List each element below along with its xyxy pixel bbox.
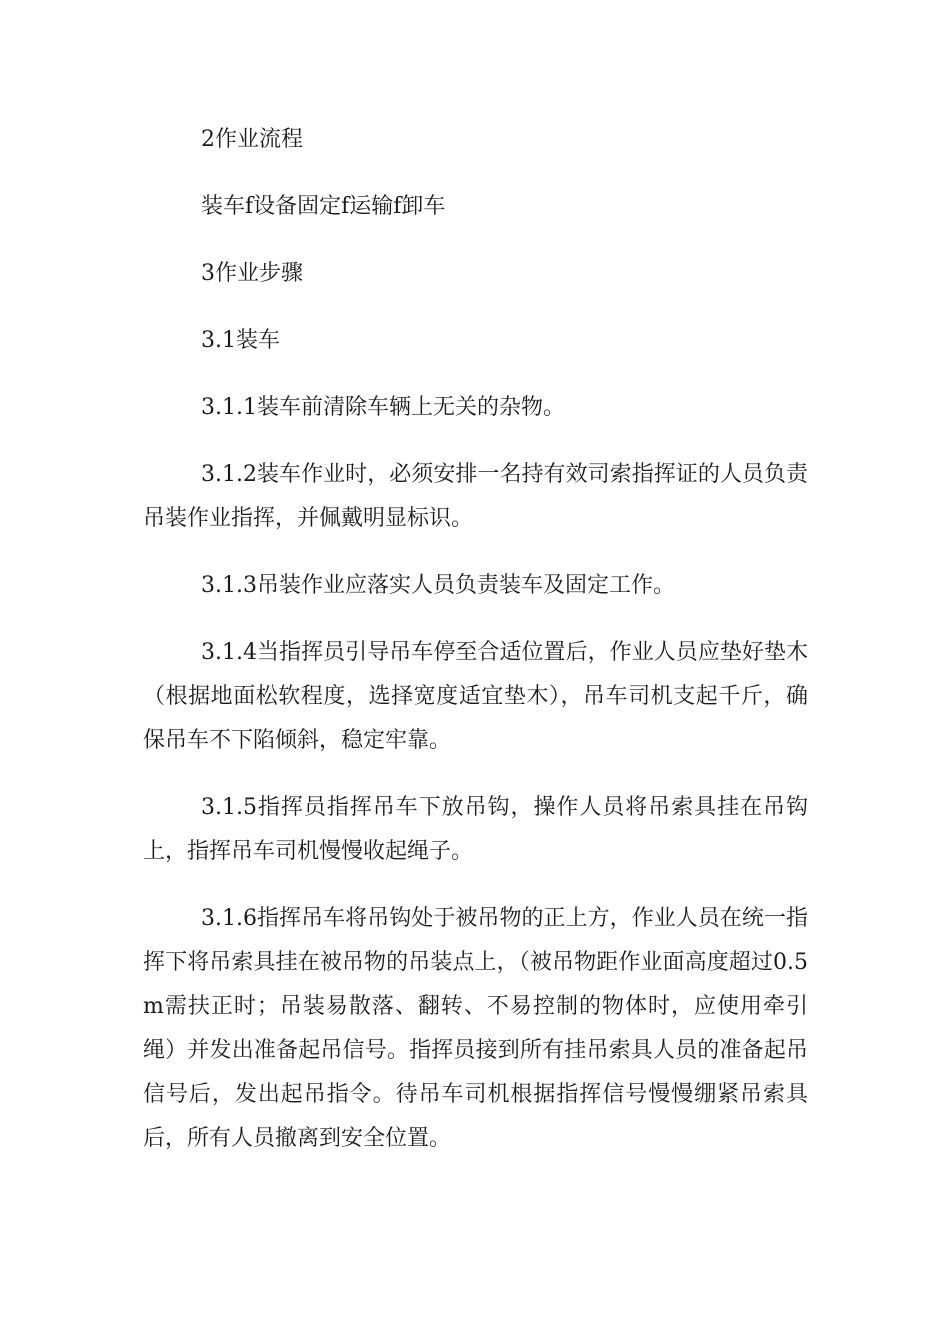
heading-work-flow: 2作业流程 — [201, 127, 303, 152]
step-3-1-4: 3.1.4当指挥员引导吊车停至合适位置后，作业人员应垫好垫木（根据地面松软程度，选择宽度适宜垫木），吊车司机支起千斤，确保吊车不下陷倾斜，稳定牢靠。 — [143, 640, 808, 753]
step-3-1-3: 3.1.3吊装作业应落实人员负责装车及固定工作。 — [201, 573, 675, 598]
step-3-1-2: 3.1.2装车作业时，必须安排一名持有效司索指挥证的人员负责吊装作业指挥，并佩戴明显标识。 — [143, 462, 808, 531]
flow-sequence: 装车f设备固定f运输f卸车 — [201, 194, 446, 219]
heading-loading: 3.1装车 — [201, 328, 280, 353]
step-3-1-1: 3.1.1装车前清除车辆上无关的杂物。 — [201, 395, 565, 420]
heading-work-steps: 3作业步骤 — [201, 261, 303, 286]
document-body — [143, 118, 808, 1161]
step-3-1-6: 3.1.6指挥吊车将吊钩处于被吊物的正上方，作业人员在统一指挥下将吊索具挂在被吊物的吊装点上，（被吊物距作业面高度超过0.5m需扶正时；吊装易散落、翻转、不易控制的物体时，应使用牵引绳）并发出准备起吊信号。指挥员接到所有挂吊索具人员的准备起吊信号后，发出起吊指令。待吊车司机根据指挥信号慢慢绷紧吊索具后，所有人员撤离到安全位置。 — [143, 906, 808, 1151]
step-3-1-5: 3.1.5指挥员指挥吊车下放吊钩，操作人员将吊索具挂在吊钩上，指挥吊车司机慢慢收起绳子。 — [143, 795, 808, 864]
